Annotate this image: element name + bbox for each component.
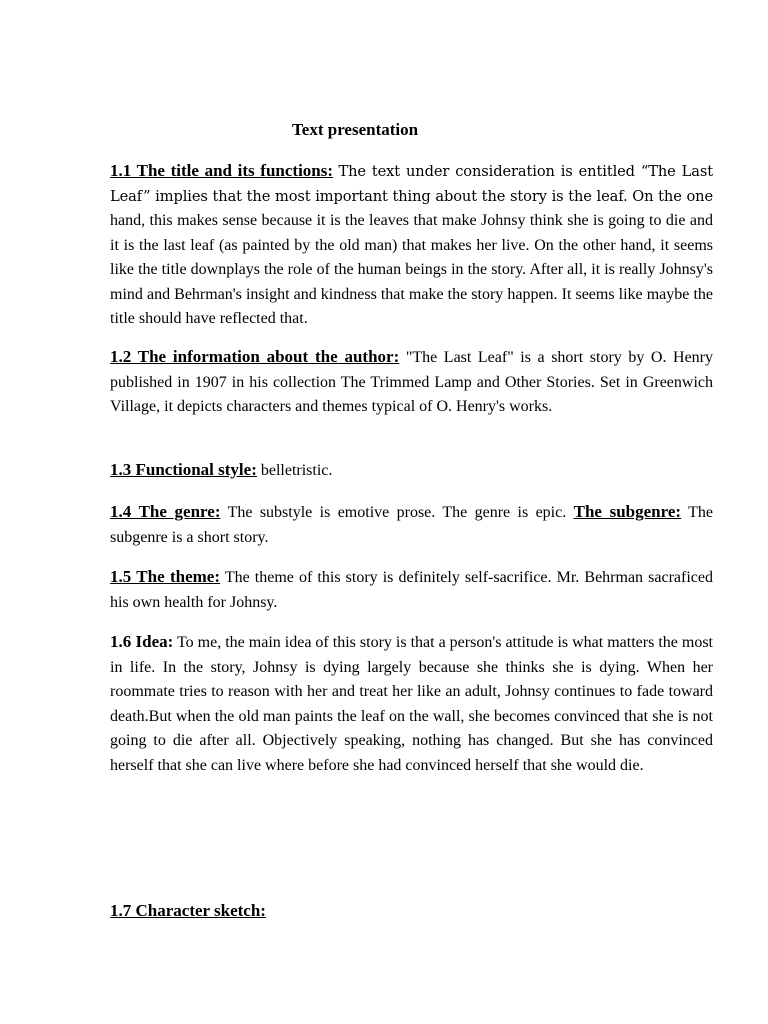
section-subheading: The subgenre: bbox=[573, 502, 682, 521]
section-heading: 1.3 Functional style: bbox=[110, 460, 257, 479]
section-heading: 1.1 The title and its functions: bbox=[110, 161, 334, 180]
section-character-sketch bbox=[110, 899, 713, 925]
section-heading: 1.6 Idea: bbox=[110, 632, 174, 651]
section-heading: 1.2 The information about the author: bbox=[110, 347, 400, 366]
section-intro-text: The text under consideration is entitled “The Last Leaf” implies that the most important thing about the story is the leaf. On the one bbox=[110, 163, 713, 205]
section-body-text-2: The subgenre is a short story. bbox=[110, 504, 714, 546]
section-title-functions bbox=[110, 159, 713, 332]
section-heading: 1.5 The theme: bbox=[110, 567, 221, 586]
section-body-text: hand, this makes sense because it is the leaves that make Johnsy think she is going to die and it is the last leaf (as painted by the old man) that makes her live. On the other hand, it seems like the title downplays the role of the human beings in the story. After all, it is really Johnsy's mind and Behrman's insight and kindness that make the story happen. It seems like maybe the title should have reflected that. bbox=[110, 212, 713, 327]
section-body-text: belletristic. bbox=[260, 462, 333, 479]
section-body-text: To me, the main idea of this story is that a person's attitude is what matters the most in life. In the story, Johnsy is dying largely because she thinks she is dying. When her roommate tries to reason with her and treat her like an adult, Johnsy continues to fade toward death.But when the old man paints the leaf on the wall, she becomes convinced that she is not going to die after all. Objectively speaking, nothing has changed. But she has convinced herself that she can live where before she had convinced herself that she would die. bbox=[110, 634, 713, 774]
section-body-text: "The Last Leaf" is a short story by O. Henry published in 1907 in his collection The Trimmed Lamp and Other Stories. Set in Greenwich Village, it depicts characters and themes typical of O. Henry's works. bbox=[110, 349, 714, 415]
section-functional-style bbox=[110, 458, 713, 484]
section-body-text: The theme of this story is definitely self-sacrifice. Mr. Behrman sacraficed his own health for Johnsy. bbox=[110, 569, 713, 611]
section-heading: 1.7 Character sketch: bbox=[110, 901, 266, 920]
section-idea bbox=[110, 630, 713, 778]
section-genre bbox=[110, 500, 713, 550]
page-title: Text presentation bbox=[292, 120, 419, 139]
section-heading: 1.4 The genre: bbox=[110, 502, 221, 521]
section-theme bbox=[110, 565, 713, 615]
section-body-text: The substyle is emotive prose. The genre is epic. bbox=[227, 504, 567, 521]
section-author-info bbox=[110, 345, 713, 420]
